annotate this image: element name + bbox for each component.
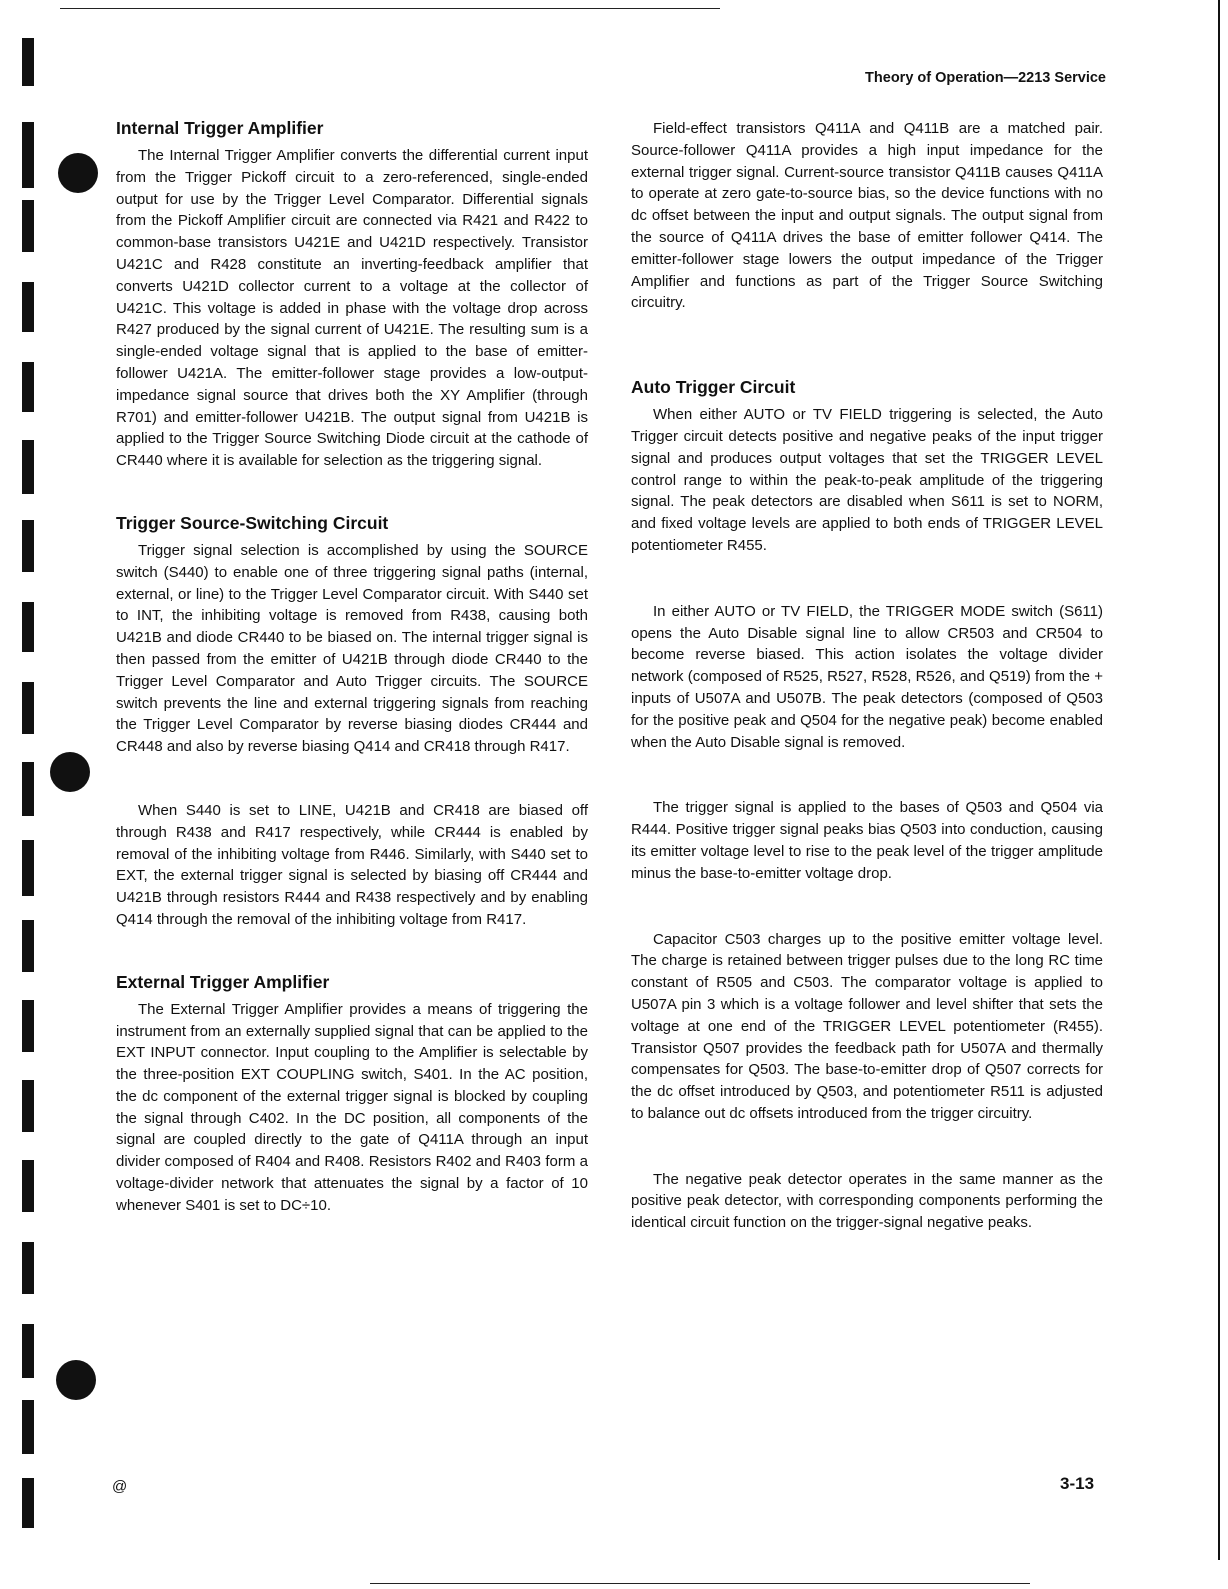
bottom-rule: [370, 1583, 1030, 1584]
binder-mark: [22, 1400, 34, 1454]
binder-mark: [22, 920, 34, 972]
section-heading: Trigger Source-Switching Circuit: [116, 512, 389, 533]
binder-mark: [22, 38, 34, 86]
binder-mark: [22, 122, 34, 188]
binder-mark: [22, 1478, 34, 1528]
footer-mark: @: [112, 1478, 128, 1495]
section-heading: External Trigger Amplifier: [116, 971, 330, 992]
binder-mark: [22, 440, 34, 494]
paragraph: When S440 is set to LINE, U421B and CR418 are biased off through R438 and R417 respectively, while CR444 is enabled by removal of the inhibiting voltage from R446. Similarly, with S440 set to EXT, the external trigger signal is selected by biasing off CR444 and U421B through resistors R444 and R438 respectively and by enabling Q414 through the removal of the inhibiting voltage from R417.: [116, 801, 588, 928]
binder-hole: [50, 752, 90, 792]
binder-mark: [22, 762, 34, 816]
binder-mark: [22, 1000, 34, 1052]
running-header: Theory of Operation—2213 Service: [865, 70, 1106, 86]
section-heading: Auto Trigger Circuit: [631, 377, 796, 398]
binder-mark: [22, 602, 34, 652]
binder-mark: [22, 282, 34, 332]
paragraph: When either AUTO or TV FIELD triggering is selected, the Auto Trigger circuit detects positive and negative peaks of the input trigger signal and produces output voltages that set the TRIGGER LEVEL control range to within the peak-to-peak amplitude of the triggering signal. The peak detectors are disabled when S611 is set to NORM, and fixed voltage levels are applied to both ends of TRIGGER LEVEL potentiometer R455.: [631, 406, 1103, 554]
binder-mark: [22, 1160, 34, 1212]
binder-mark: [22, 840, 34, 896]
section-heading: Internal Trigger Amplifier: [116, 118, 324, 138]
paragraph: The negative peak detector operates in the same manner as the positive peak detector, with corresponding components performing the identical circuit function on the trigger-signal negative peaks.: [631, 1170, 1103, 1232]
right-column: [631, 118, 1103, 1234]
right-edge-rule: [1218, 0, 1220, 1560]
paragraph: In either AUTO or TV FIELD, the TRIGGER MODE switch (S611) opens the Auto Disable signal line to allow CR503 and CR504 to become reverse biased. This action isolates the voltage divider network (composed of R525, R527, R528, R526, and Q519) from the + inputs of U507A and U507B. The peak detectors (composed of Q503 for the positive peak and Q504 for the negative peak) become enabled when the Auto Disable signal is removed.: [631, 602, 1103, 751]
auto-trigger-section: [631, 376, 1103, 1234]
paragraph: Capacitor C503 charges up to the positive emitter voltage level. The charge is retained between trigger pulses due to the long RC time constant of R505 and C503. The comparator voltage is applied to U507A pin 3 which is a voltage follower and level shifter that sets the voltage at one end of the TRIGGER LEVEL potentiometer (R455). Transistor Q507 provides the feedback path for U507A and thermally compensates for Q503. The base-to-emitter drop of Q507 corrects for the dc offset introduced by Q503, and potentiometer R511 is adjusted to balance out dc offsets introduced from the trigger circuitry.: [631, 930, 1103, 1122]
paragraph: Field-effect transistors Q411A and Q411B are a matched pair. Source-follower Q411A provides a high input impedance for the external trigger signal. Current-source transistor Q411B causes Q411A to operate at zero gate-to-source bias, so the device functions with no dc offset between the input and output signals. The output signal from the source of Q411A drives the base of emitter follower Q414. The emitter-follower stage lowers the output impedance of the Trigger Amplifier and functions as part of the Trigger Source Switching circuitry.: [631, 120, 1103, 312]
page-number: 3-13: [1060, 1474, 1095, 1493]
binder-mark: [22, 520, 34, 572]
source-switching-section: [116, 512, 588, 931]
binder-mark: [22, 682, 34, 734]
left-column: [116, 117, 588, 1217]
binder-mark: [22, 1324, 34, 1378]
top-rule: [60, 8, 720, 9]
paragraph: The trigger signal is applied to the bases of Q503 and Q504 via R444. Positive trigger signal peaks bias Q503 into conduction, causing its emitter voltage level to rise to the peak level of the trigger amplitude minus the base-to-emitter voltage drop.: [631, 799, 1103, 882]
binder-hole: [58, 153, 98, 193]
external-trigger-section: [116, 971, 588, 1217]
internal-trigger-section: [116, 117, 588, 472]
binder-mark: [22, 1080, 34, 1132]
binder-mark: [22, 200, 34, 252]
paragraph: Trigger signal selection is accomplished by using the SOURCE switch (S440) to enable one of three triggering signal paths (internal, external, or line) to the Trigger Level Comparator circuit. With S440 set to INT, the inhibiting voltage is removed from R438, causing both U421B and diode CR440 to be biased on. The internal trigger signal is then passed from the emitter of U421B through diode CR440 to the Trigger Level Comparator and Auto Trigger circuits. The SOURCE switch prevents the line and external triggering signals from reaching the Trigger Level Comparator by reverse biasing diodes CR444 and CR448 and also by reverse biasing Q414 and CR418 through R417.: [116, 541, 588, 756]
binder-mark: [22, 1242, 34, 1294]
binder-mark: [22, 362, 34, 412]
binder-hole: [56, 1360, 96, 1400]
paragraph: The External Trigger Amplifier provides a means of triggering the instrument from an externally supplied signal that can be applied to the EXT INPUT connector. Input coupling to the Amplifier is selectable by the three-position EXT COUPLING switch, S401. In the AC position, the dc component of the external trigger signal is blocked by coupling the signal through C402. In the DC position, all components of the signal are coupled directly to the gate of Q411A through an input divider composed of R404 and R408. Resistors R402 and R403 form a voltage-divider network that attenuates the signal by a factor of 10 whenever S401 is set to DC÷10.: [116, 1000, 588, 1214]
paragraph: The Internal Trigger Amplifier converts the differential current input from the Trigger Pickoff circuit to a zero-referenced, single-ended output for use by the Trigger Level Comparator. Differential signals from the Pickoff Amplifier circuit are connected via R421 and R422 to common-base transistors U421E and U421D respectively. Transistor U421C and R428 constitute an inverting-feedback amplifier that converts U421D collector current to a voltage at the collector of U421C. This voltage is added in phase with the voltage drop across R427 produced by the signal current of U421E. The resulting sum is a single-ended voltage signal that is applied to the base of emitter-follower U421A. The emitter-follower stage provides a low-output-impedance signal source that drives both the XY Amplifier (through R701) and emitter-follower U421B. The output signal from U421B is applied to the Trigger Source Switching Diode circuit at the cathode of CR440 where it is available for selection as the triggering signal.: [116, 147, 588, 470]
